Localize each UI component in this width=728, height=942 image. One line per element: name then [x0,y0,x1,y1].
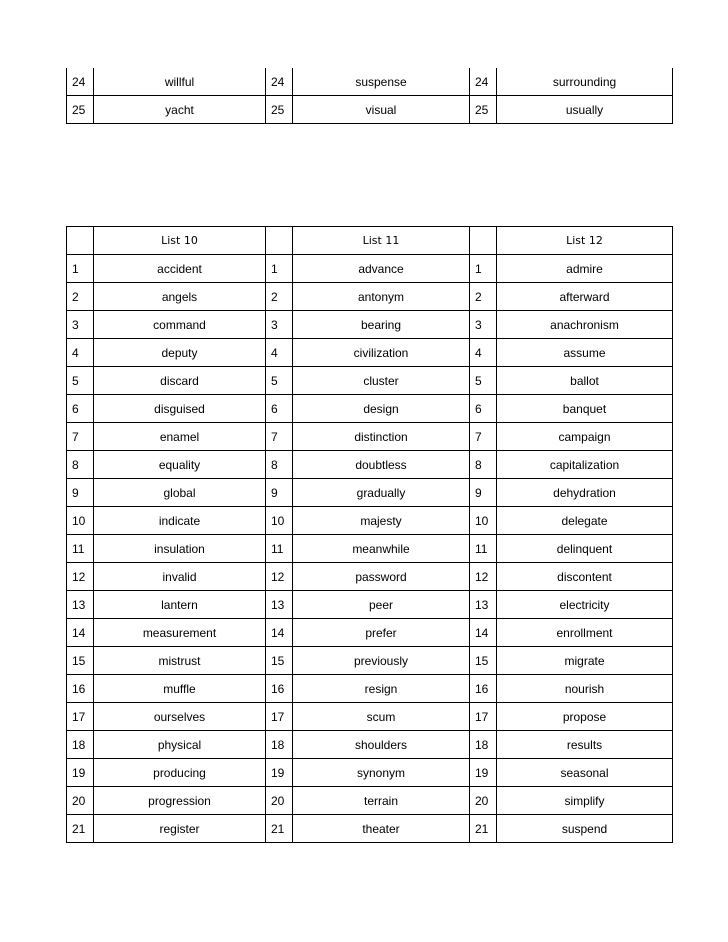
table-row [67,591,673,619]
word-list-body [67,255,673,843]
vocab-word: physical [94,731,266,759]
item-number: 13 [470,591,497,619]
table-row [67,703,673,731]
item-number: 12 [470,563,497,591]
item-number: 10 [266,507,293,535]
vocab-word: disguised [94,395,266,423]
item-number: 21 [67,815,94,843]
vocab-word: lantern [94,591,266,619]
item-number: 12 [266,563,293,591]
item-number: 8 [266,451,293,479]
item-number: 3 [67,311,94,339]
table-row [67,535,673,563]
table-row [67,339,673,367]
vocab-word: synonym [293,759,470,787]
item-number: 19 [266,759,293,787]
item-number: 7 [266,423,293,451]
vocab-word: angels [94,283,266,311]
vocab-word: campaign [497,423,673,451]
item-number: 16 [67,675,94,703]
item-number: 7 [67,423,94,451]
table-row [67,96,673,124]
vocab-word: simplify [497,787,673,815]
item-number: 4 [67,339,94,367]
vocab-word: previously [293,647,470,675]
vocab-word: nourish [497,675,673,703]
item-number: 13 [67,591,94,619]
vocab-word: muffle [94,675,266,703]
list-header: List 10 [94,227,266,255]
item-number: 17 [266,703,293,731]
table-row [67,283,673,311]
table-row [67,507,673,535]
vocab-word: equality [94,451,266,479]
vocab-word: indicate [94,507,266,535]
vocab-word: dehydration [497,479,673,507]
vocab-word: capitalization [497,451,673,479]
vocab-word: terrain [293,787,470,815]
vocab-word: progression [94,787,266,815]
vocab-word: visual [293,96,470,124]
table-row [67,423,673,451]
vocab-word: delegate [497,507,673,535]
vocab-word: anachronism [497,311,673,339]
item-number: 11 [67,535,94,563]
item-number: 9 [67,479,94,507]
item-number: 10 [67,507,94,535]
item-number: 15 [67,647,94,675]
item-number: 25 [67,96,94,124]
table-row [67,759,673,787]
item-number: 11 [266,535,293,563]
vocab-word: design [293,395,470,423]
vocab-word: register [94,815,266,843]
vocab-word: seasonal [497,759,673,787]
table-row [67,647,673,675]
word-list-table-continued [66,68,673,124]
item-number: 17 [470,703,497,731]
item-number: 9 [470,479,497,507]
vocab-word: propose [497,703,673,731]
item-number: 5 [67,367,94,395]
vocab-word: yacht [94,96,266,124]
vocab-word: enamel [94,423,266,451]
table-row [67,68,673,96]
item-number: 5 [266,367,293,395]
vocab-word: admire [497,255,673,283]
item-number: 1 [470,255,497,283]
list-header: List 11 [293,227,470,255]
vocab-word: gradually [293,479,470,507]
item-number: 13 [266,591,293,619]
vocab-word: usually [497,96,673,124]
table-row [67,563,673,591]
vocab-word: measurement [94,619,266,647]
vocab-word: meanwhile [293,535,470,563]
item-number: 24 [470,68,497,96]
item-number: 4 [470,339,497,367]
vocab-word: majesty [293,507,470,535]
vocab-word: antonym [293,283,470,311]
word-list-continued-body [67,68,673,124]
item-number: 9 [266,479,293,507]
item-number: 11 [470,535,497,563]
vocab-word: delinquent [497,535,673,563]
vocab-word: invalid [94,563,266,591]
vocab-word: distinction [293,423,470,451]
vocab-word: ballot [497,367,673,395]
item-number: 2 [67,283,94,311]
header-blank [67,227,94,255]
item-number: 6 [470,395,497,423]
item-number: 20 [266,787,293,815]
vocab-word: ourselves [94,703,266,731]
word-list-table [66,226,673,843]
item-number: 18 [67,731,94,759]
vocab-word: mistrust [94,647,266,675]
item-number: 18 [470,731,497,759]
item-number: 6 [266,395,293,423]
vocab-word: migrate [497,647,673,675]
vocab-word: producing [94,759,266,787]
vocab-word: command [94,311,266,339]
item-number: 3 [266,311,293,339]
table-row [67,451,673,479]
vocab-word: results [497,731,673,759]
vocab-word: surrounding [497,68,673,96]
vocab-word: electricity [497,591,673,619]
item-number: 20 [470,787,497,815]
item-number: 19 [67,759,94,787]
vocab-word: accident [94,255,266,283]
item-number: 8 [470,451,497,479]
header-blank [470,227,497,255]
item-number: 15 [266,647,293,675]
item-number: 3 [470,311,497,339]
vocab-word: discontent [497,563,673,591]
item-number: 14 [266,619,293,647]
vocab-word: suspend [497,815,673,843]
vocab-word: password [293,563,470,591]
item-number: 16 [470,675,497,703]
vocab-word: deputy [94,339,266,367]
table-row [67,395,673,423]
item-number: 16 [266,675,293,703]
item-number: 4 [266,339,293,367]
item-number: 21 [266,815,293,843]
item-number: 21 [470,815,497,843]
item-number: 14 [67,619,94,647]
vocab-word: bearing [293,311,470,339]
item-number: 2 [470,283,497,311]
item-number: 14 [470,619,497,647]
vocab-word: global [94,479,266,507]
table-row [67,731,673,759]
table-row [67,311,673,339]
table-row [67,367,673,395]
item-number: 24 [67,68,94,96]
vocab-word: prefer [293,619,470,647]
table-row [67,479,673,507]
vocab-word: resign [293,675,470,703]
vocab-word: peer [293,591,470,619]
item-number: 1 [67,255,94,283]
vocab-word: enrollment [497,619,673,647]
vocab-word: shoulders [293,731,470,759]
item-number: 18 [266,731,293,759]
item-number: 8 [67,451,94,479]
item-number: 25 [266,96,293,124]
table-row [67,815,673,843]
table-row [67,619,673,647]
item-number: 12 [67,563,94,591]
table-row [67,255,673,283]
vocab-word: banquet [497,395,673,423]
vocab-word: cluster [293,367,470,395]
table-row [67,787,673,815]
vocab-word: afterward [497,283,673,311]
item-number: 1 [266,255,293,283]
item-number: 7 [470,423,497,451]
item-number: 24 [266,68,293,96]
item-number: 20 [67,787,94,815]
item-number: 17 [67,703,94,731]
item-number: 19 [470,759,497,787]
vocab-word: willful [94,68,266,96]
vocab-word: doubtless [293,451,470,479]
vocab-word: scum [293,703,470,731]
item-number: 10 [470,507,497,535]
vocab-word: suspense [293,68,470,96]
vocab-word: theater [293,815,470,843]
list-header: List 12 [497,227,673,255]
header-blank [266,227,293,255]
item-number: 6 [67,395,94,423]
vocab-word: discard [94,367,266,395]
item-number: 15 [470,647,497,675]
table-row [67,675,673,703]
table-header-row [67,227,673,255]
item-number: 2 [266,283,293,311]
item-number: 25 [470,96,497,124]
vocab-word: insulation [94,535,266,563]
item-number: 5 [470,367,497,395]
vocab-word: advance [293,255,470,283]
vocab-word: assume [497,339,673,367]
vocab-word: civilization [293,339,470,367]
